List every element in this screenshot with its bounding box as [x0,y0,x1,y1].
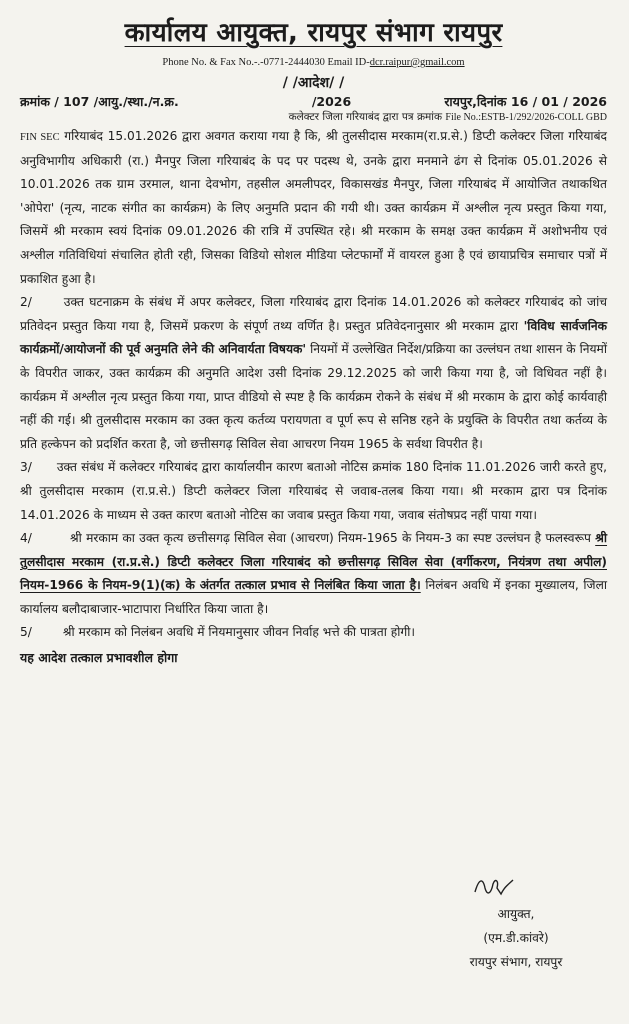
subject-file-number: File No.:ESTB-1/292/2026-COLL GBD [445,112,607,123]
signatory-name: (एम.डी.कांवरे) [483,931,549,945]
contact-email-label: Email ID- [327,57,370,68]
paragraph-5-text: श्री मरकाम को निलंबन अवधि में नियमानुसार जीवन निर्वाह भत्ते की पात्रता होगी। [62,625,416,640]
subject-line [20,110,607,125]
paragraph-2-number: 2/ [20,295,32,310]
contact-phone: Phone No. & Fax No.-.-0771-2444030 [162,57,325,68]
effective-immediately-note: यह आदेश तत्काल प्रभावशील होगा [20,650,178,666]
reference-number: क्रमांक / 107 /आयु./स्था./न.क्र. [20,94,179,109]
paragraph-4-text-a: श्री मरकाम का उक्त कृत्य छत्तीसगढ़ सिविल सेवा (आचरण) नियम-1965 के नियम-3 का स्पष्ट उल्लंघन है फलस्वरूप [70,531,591,546]
paragraph-1-text: गरियाबंद 15.01.2026 द्वारा अवगत कराया गया है कि, श्री तुलसीदास मरकाम(रा.प्र.से.) डिप्टी कलेक्टर जिला गरियाबंद अनुविभागीय अधिकारी (रा.) मैनपुर जिला गरियाबंद के पद पर पदस्थ थे, उनके द्वारा मनमाने ढंग से दिनांक 05.01.2026 से 10.01.2026 तक ग्राम उरमाल, थाना देवभोग, तहसील अमलीपदर, विकासखंड मैनपुर, जिला गरियाबंद में आयोजित तथाकथित 'ओपेरा' (नृत्य, नाटक संगीत का कार्यक्रम) के लिए अनुमति प्रदान की गयी थी। उक्त कार्यक्रम में अश्लील नृत्य प्रस्तुत किया गया, जिसमें श्री मरकाम स्वयं दिनांक 09.01.2026 की रात्रि में उपस्थित रहे। श्री मरकाम के समक्ष उक्त कार्यक्रम में अशोभनीय एवं अश्लील गतिविधियां संचालित होती रही, जिसका विडियो सोशल मीडिया प्लेटफार्मों में वायरल हुआ है एवं छायाप्रचित्र समाचार पत्रों में प्रकाशित हुआ है। [20,129,608,286]
paragraph-1-prefix: FIN SEC [20,132,60,143]
paragraph-2 [20,291,607,456]
reference-date: रायपुर,दिनांक 16 / 01 / 2026 [444,94,607,109]
paragraph-4 [20,527,607,621]
signatory-title: आयुक्त, [497,907,535,921]
paragraph-4-suspension-order: श्री तुलसीदास मरकाम (रा.प्र.से.) डिप्टी कलेक्टर जिला गरियाबंद को छत्तीसगढ़ सिविल सेवा (वर्गीकरण, नियंत्रण तथा अपील) नियम-1966 के नियम-9(1)(क) के अंतर्गत तत्काल प्रभाव से निलंबित किया जाता है। [20,531,608,593]
paragraph-2-text-a: उक्त घटनाक्रम के संबंध में अपर कलेक्टर, जिला गरियाबंद द्वारा दिनांक 14.01.2026 को कलेक्टर गरियाबंद को जांच प्रतिवेदन प्रस्तुत किया गया है, जिसमें प्रकरण के संपूर्ण तथ्य वर्णित है। प्रस्तुत प्रतिवेदनानुसार श्री मरकाम द्वारा [20,295,607,333]
paragraph-4-text-b: निलंबन अवधि में इनका मुख्यालय, जिला कार्यालय बलौदाबाजार-भाटापारा निर्धारित किया जाता है। [20,578,607,616]
office-title: कार्यालय आयुक्त, रायपुर संभाग रायपुर [124,18,503,48]
contact-line [20,56,607,70]
paragraph-3-number: 3/ [20,460,32,475]
reference-year: /2026 [311,94,352,109]
paragraph-4-number: 4/ [20,531,32,546]
contact-email[interactable]: dcr.raipur@gmail.com [369,57,465,68]
signature-scribble [471,874,517,900]
paragraph-5-number: 5/ [20,625,32,640]
paragraph-2-text-b: नियमों में उल्लेखित निर्देश/प्रक्रिया का उल्लंघन तथा शासन के नियमों के विपरीत जाकर, उक्त कार्यक्रम की अनुमति आदेश उसी दिनांक 29.12.2025 को जारी किया गया है, जो विधिवत नहीं है। कार्यक्रम में अश्लील नृत्य प्रस्तुत किया गया, प्राप्त वीडियो से स्पष्ट है कि कार्यक्रम रोकने के संबंध में श्री मरकाम के द्वारा कोई कार्यवाही नहीं की गई। श्री तुलसीदास मरकाम का उक्त कृत्य कर्तव्य परायणता व पूर्ण रूप से सनिष्ठ रहने के प्रयुक्ति के विपरीत तथा कर्तव्य के प्रति हल्केपन को प्रदर्शित करता है, जो छत्तीसगढ़ सिविल सेवा आचरण नियम 1965 के सर्वथा विपरीत है। [20,342,607,451]
paragraph-1 [20,125,607,291]
reference-row [20,94,607,110]
paragraph-5 [20,621,607,645]
subject-text: कलेक्टर जिला गरियाबंद द्वारा पत्र क्रमांक [288,111,443,123]
paragraph-3 [20,456,607,527]
paragraph-3-text: उक्त संबंध में कलेक्टर गरियाबंद द्वारा कार्यालयीन कारण बताओ नोटिस क्रमांक 180 दिनांक 11.01.2026 जारी करते हुए, श्री तुलसीदास मरकाम (रा.प्र.से.) डिप्टी कलेक्टर जिला गरियाबंद से जवाब-तलब किया गया। श्री मरकाम द्वारा पत्र दिनांक 14.01.2026 के माध्यम से उक्त कारण बताओ नोटिस का जवाब प्रस्तुत किया गया, जवाब संतोषप्रद नहीं पाया गया। [20,460,607,522]
paragraph-2-rule-title: 'विविध सार्वजनिक कार्यक्रमों/आयोजनों की पूर्व अनुमति लेने की अनिवार्यता विषयक' [20,318,607,357]
signatory-office: रायपुर संभाग, रायपुर [469,955,563,969]
signature-block [431,876,601,974]
order-heading: / /आदेश/ / [282,75,345,91]
